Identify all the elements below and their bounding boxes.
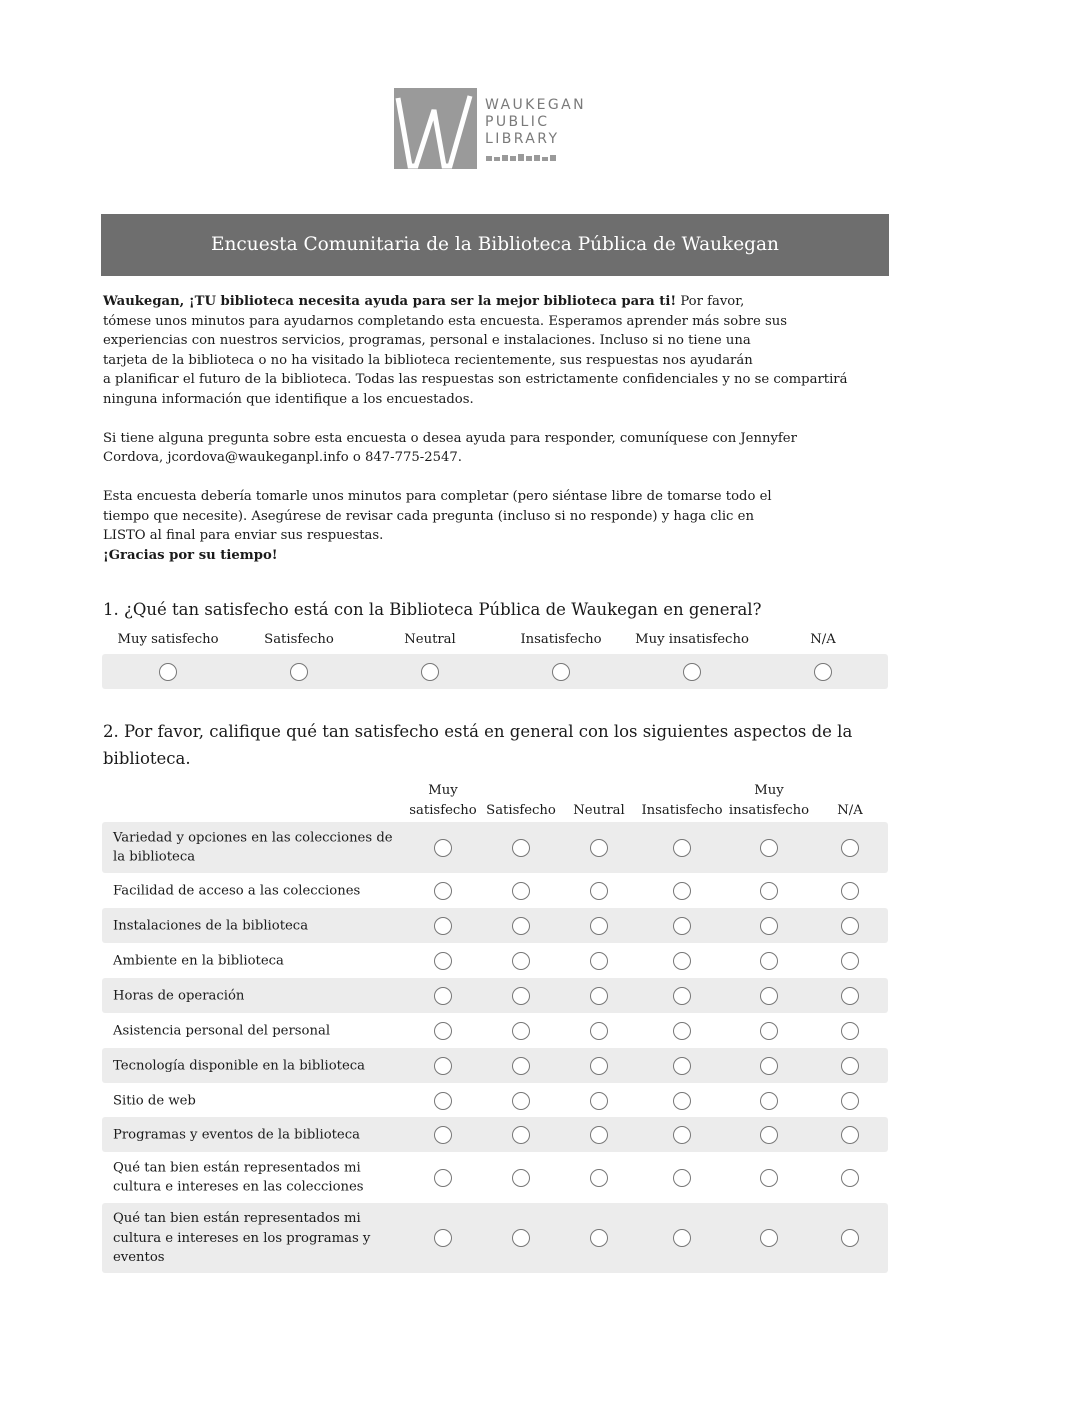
q2-column-header [398, 781, 488, 820]
contact-line: Si tiene alguna pregunta sobre esta encuesta o desea ayuda para responder, comuníquese con Jennyfer [103, 430, 797, 446]
q2-radio-muy-satisfecho[interactable] [434, 1092, 452, 1110]
contact-line: Cordova, jcordova@waukeganpl.info o 847-775-2547. [103, 450, 462, 465]
q2-radio-insatisfecho[interactable] [673, 1126, 691, 1144]
q2-radio-insatisfecho[interactable] [673, 1092, 691, 1110]
q2-radio-neutral[interactable] [590, 839, 608, 857]
q1-radio-insatisfecho[interactable] [552, 663, 570, 681]
intro-line: tarjeta de la biblioteca o no ha visitado la biblioteca recientemente, sus respuestas nos ayudarán [103, 352, 753, 368]
q2-radio-na[interactable] [841, 1092, 859, 1110]
q2-column-header-line: Neutral [573, 802, 625, 818]
logo-squares-decoration [486, 154, 556, 161]
q2-column-header [637, 801, 727, 821]
q1-radio-satisfecho[interactable] [290, 663, 308, 681]
question-2-header [102, 780, 888, 820]
q2-radio-insatisfecho[interactable] [673, 1022, 691, 1040]
q1-option-label: Muy insatisfecho [635, 632, 749, 647]
q2-radio-muy-satisfecho[interactable] [434, 1169, 452, 1187]
survey-title-banner: Encuesta Comunitaria de la Biblioteca Pública de Waukegan [101, 214, 889, 276]
q2-radio-satisfecho[interactable] [512, 1229, 530, 1247]
q2-radio-na[interactable] [841, 1169, 859, 1187]
q2-radio-muy-satisfecho[interactable] [434, 882, 452, 900]
survey-introduction [103, 292, 883, 565]
thanks-text: ¡Gracias por su tiempo! [103, 547, 278, 563]
q2-radio-satisfecho[interactable] [512, 952, 530, 970]
q2-column-header-line: Insatisfecho [641, 802, 723, 818]
q2-radio-muy-satisfecho[interactable] [434, 952, 452, 970]
q1-option-label: N/A [810, 632, 836, 647]
q2-radio-muy-satisfecho[interactable] [434, 987, 452, 1005]
q2-column-header [554, 801, 644, 821]
q2-radio-na[interactable] [841, 882, 859, 900]
q2-column-header-line: satisfecho [409, 802, 477, 818]
q1-option-label: Insatisfecho [520, 632, 602, 647]
intro-line: experiencias con nuestros servicios, programas, personal e instalaciones. Incluso si no tiene una [103, 333, 751, 348]
q2-table-row [102, 1203, 888, 1273]
question-2-title: 2. Por favor, califique qué tan satisfecho está en general con los siguientes aspectos de la biblioteca. [103, 722, 853, 768]
q2-column-header-line: N/A [837, 802, 863, 818]
q2-table-row [102, 873, 888, 908]
logo-wordmark [485, 97, 586, 148]
logo-line-2: PUBLIC [485, 114, 550, 130]
q2-table-row [102, 1013, 888, 1048]
q2-radio-insatisfecho[interactable] [673, 1169, 691, 1187]
q2-radio-muy-insatisfecho[interactable] [760, 1169, 778, 1187]
q2-radio-muy-satisfecho[interactable] [434, 1126, 452, 1144]
q1-option-label: Neutral [404, 632, 456, 647]
instructions-line: tiempo que necesite). Asegúrese de revisar cada pregunta (incluso si no responde) y haga clic en [103, 508, 754, 524]
q2-radio-na[interactable] [841, 1229, 859, 1247]
q2-row-label: Qué tan bien están representados mi cultura e intereses en las colecciones [113, 1160, 364, 1195]
q2-table-row [102, 1117, 888, 1152]
intro-line-rest: Por favor, [676, 294, 745, 309]
q2-radio-satisfecho[interactable] [512, 1022, 530, 1040]
q2-column-header-line: Muy [754, 783, 784, 798]
q2-radio-neutral[interactable] [590, 952, 608, 970]
q2-radio-satisfecho[interactable] [512, 1092, 530, 1110]
q2-radio-insatisfecho[interactable] [673, 839, 691, 857]
q2-radio-satisfecho[interactable] [512, 1169, 530, 1187]
logo-line-1: WAUKEGAN [485, 97, 587, 113]
q2-column-header-line: insatisfecho [728, 802, 810, 818]
q2-table-row [102, 943, 888, 978]
q2-radio-satisfecho[interactable] [512, 987, 530, 1005]
q2-radio-neutral[interactable] [590, 1126, 608, 1144]
q2-radio-insatisfecho[interactable] [673, 1229, 691, 1247]
intro-line: ninguna información que identifique a los encuestados. [103, 391, 474, 407]
intro-line [103, 292, 883, 312]
q2-radio-muy-satisfecho[interactable] [434, 1229, 452, 1247]
q2-radio-satisfecho[interactable] [512, 882, 530, 900]
logo-monogram [394, 88, 477, 169]
q2-radio-muy-satisfecho[interactable] [434, 917, 452, 935]
q2-radio-na[interactable] [841, 839, 859, 857]
q2-radio-na[interactable] [841, 1057, 859, 1075]
q2-row-label: Qué tan bien están representados mi cultura e intereses en los programas y eventos [113, 1210, 371, 1265]
q2-column-header-line: Muy [428, 783, 458, 798]
intro-line: a planificar el futuro de la biblioteca. Todas las respuestas son estrictamente confidenciales y no se compartirá [103, 372, 848, 387]
q2-radio-neutral[interactable] [590, 882, 608, 900]
q2-radio-na[interactable] [841, 1126, 859, 1144]
q2-radio-muy-insatisfecho[interactable] [760, 952, 778, 970]
q2-row-label: Asistencia personal del personal [113, 1022, 331, 1038]
library-logo [394, 88, 614, 170]
q2-radio-muy-insatisfecho[interactable] [760, 1092, 778, 1110]
q2-row-label: Instalaciones de la biblioteca [113, 917, 309, 933]
q2-table-row [102, 1048, 888, 1083]
q2-table-row [102, 1152, 888, 1203]
q2-table-row [102, 1083, 888, 1118]
q2-radio-insatisfecho[interactable] [673, 917, 691, 935]
q2-radio-insatisfecho[interactable] [673, 1057, 691, 1075]
q2-radio-muy-insatisfecho[interactable] [760, 987, 778, 1005]
q2-table-row [102, 822, 888, 873]
intro-bold-lead: Waukegan, ¡TU biblioteca necesita ayuda para ser la mejor biblioteca para ti! [103, 294, 677, 309]
q2-radio-muy-insatisfecho[interactable] [760, 882, 778, 900]
q2-row-label: Variedad y opciones en las colecciones de la biblioteca [113, 830, 393, 865]
q2-radio-muy-insatisfecho[interactable] [760, 1022, 778, 1040]
intro-line: tómese unos minutos para ayudarnos completando esta encuesta. Esperamos aprender más sobre sus [103, 313, 787, 329]
q2-radio-satisfecho[interactable] [512, 917, 530, 935]
q2-column-header [476, 801, 566, 821]
q2-radio-muy-insatisfecho[interactable] [760, 1126, 778, 1144]
q1-option-label: Satisfecho [264, 632, 334, 647]
q2-radio-neutral[interactable] [590, 1092, 608, 1110]
q2-row-label: Tecnología disponible en la biblioteca [113, 1057, 366, 1073]
q2-column-header-line: Satisfecho [486, 802, 556, 818]
q2-row-label: Horas de operación [113, 987, 245, 1003]
q2-radio-muy-insatisfecho[interactable] [760, 1057, 778, 1075]
question-1-header [102, 632, 888, 650]
q2-table-row [102, 978, 888, 1013]
q2-radio-muy-satisfecho[interactable] [434, 1057, 452, 1075]
q2-column-header [805, 801, 895, 821]
q2-radio-muy-insatisfecho[interactable] [760, 1229, 778, 1247]
q2-radio-insatisfecho[interactable] [673, 987, 691, 1005]
q2-radio-na[interactable] [841, 952, 859, 970]
logo-line-3: LIBRARY [485, 131, 560, 147]
q2-radio-insatisfecho[interactable] [673, 952, 691, 970]
instructions-line: Esta encuesta debería tomarle unos minutos para completar (pero siéntase libre de tomarse todo el [103, 489, 772, 504]
question-1-answer-row [102, 654, 888, 689]
q2-table-row [102, 908, 888, 943]
q1-radio-neutral[interactable] [421, 663, 439, 681]
q2-radio-muy-insatisfecho[interactable] [760, 839, 778, 857]
q2-radio-neutral[interactable] [590, 987, 608, 1005]
instructions-line: LISTO al final para enviar sus respuestas. [103, 528, 384, 543]
q2-radio-satisfecho[interactable] [512, 839, 530, 857]
q1-radio-muy-insatisfecho[interactable] [683, 663, 701, 681]
q2-radio-na[interactable] [841, 987, 859, 1005]
q2-radio-muy-satisfecho[interactable] [434, 1022, 452, 1040]
question-1-title: 1. ¿Qué tan satisfecho está con la Biblioteca Pública de Waukegan en general? [103, 600, 762, 619]
q2-radio-neutral[interactable] [590, 1022, 608, 1040]
q2-radio-neutral[interactable] [590, 917, 608, 935]
q2-radio-satisfecho[interactable] [512, 1126, 530, 1144]
q2-row-label: Sitio de web [113, 1092, 196, 1108]
q2-radio-muy-insatisfecho[interactable] [760, 917, 778, 935]
q1-option-label: Muy satisfecho [117, 632, 219, 647]
q2-radio-neutral[interactable] [590, 1057, 608, 1075]
q2-row-label: Programas y eventos de la biblioteca [113, 1126, 360, 1142]
q2-radio-muy-satisfecho[interactable] [434, 839, 452, 857]
q2-radio-na[interactable] [841, 917, 859, 935]
q2-radio-na[interactable] [841, 1022, 859, 1040]
q1-radio-na[interactable] [814, 663, 832, 681]
q2-radio-satisfecho[interactable] [512, 1057, 530, 1075]
q2-row-label: Facilidad de acceso a las colecciones [113, 882, 361, 898]
q2-radio-neutral[interactable] [590, 1229, 608, 1247]
q1-radio-muy-satisfecho[interactable] [159, 663, 177, 681]
q2-column-header [724, 781, 814, 820]
thanks-line [103, 546, 883, 566]
q2-radio-neutral[interactable] [590, 1169, 608, 1187]
q2-row-label: Ambiente en la biblioteca [113, 952, 284, 968]
q2-radio-insatisfecho[interactable] [673, 882, 691, 900]
